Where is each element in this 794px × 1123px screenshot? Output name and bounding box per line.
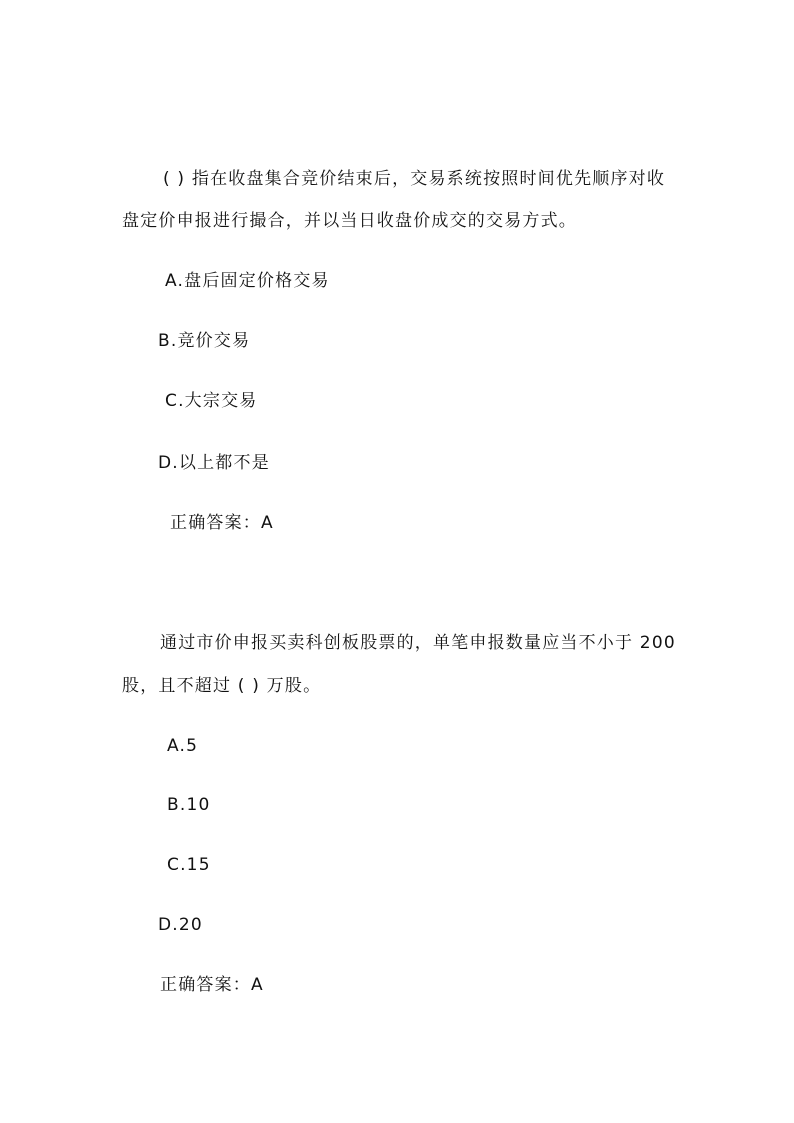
question-2-stem-line-2: 股，且不超过 ( ) 万股。 <box>122 676 322 696</box>
question-1-answer: 正确答案：A <box>170 513 274 533</box>
question-2-stem-line-1: 通过市价申报买卖科创板股票的，单笔申报数量应当不小于 200 <box>160 633 676 653</box>
question-1-option-b: B.竞价交易 <box>158 331 251 351</box>
question-2-option-d: D.20 <box>158 915 203 935</box>
question-1-option-d: D.以上都不是 <box>158 453 270 473</box>
question-2-option-b: B.10 <box>167 795 211 815</box>
question-2-option-a: A.5 <box>167 736 199 756</box>
question-1-option-c: C.大宗交易 <box>165 391 258 411</box>
question-1-option-a: A.盘后固定价格交易 <box>165 271 330 291</box>
question-1-stem-line-2: 盘定价申报进行撮合，并以当日收盘价成交的交易方式。 <box>122 211 577 231</box>
question-1-stem-line-1: ( ) 指在收盘集合竞价结束后，交易系统按照时间优先顺序对收 <box>163 169 666 189</box>
question-2-answer: 正确答案：A <box>160 975 264 995</box>
question-2-option-c: C.15 <box>167 855 211 875</box>
